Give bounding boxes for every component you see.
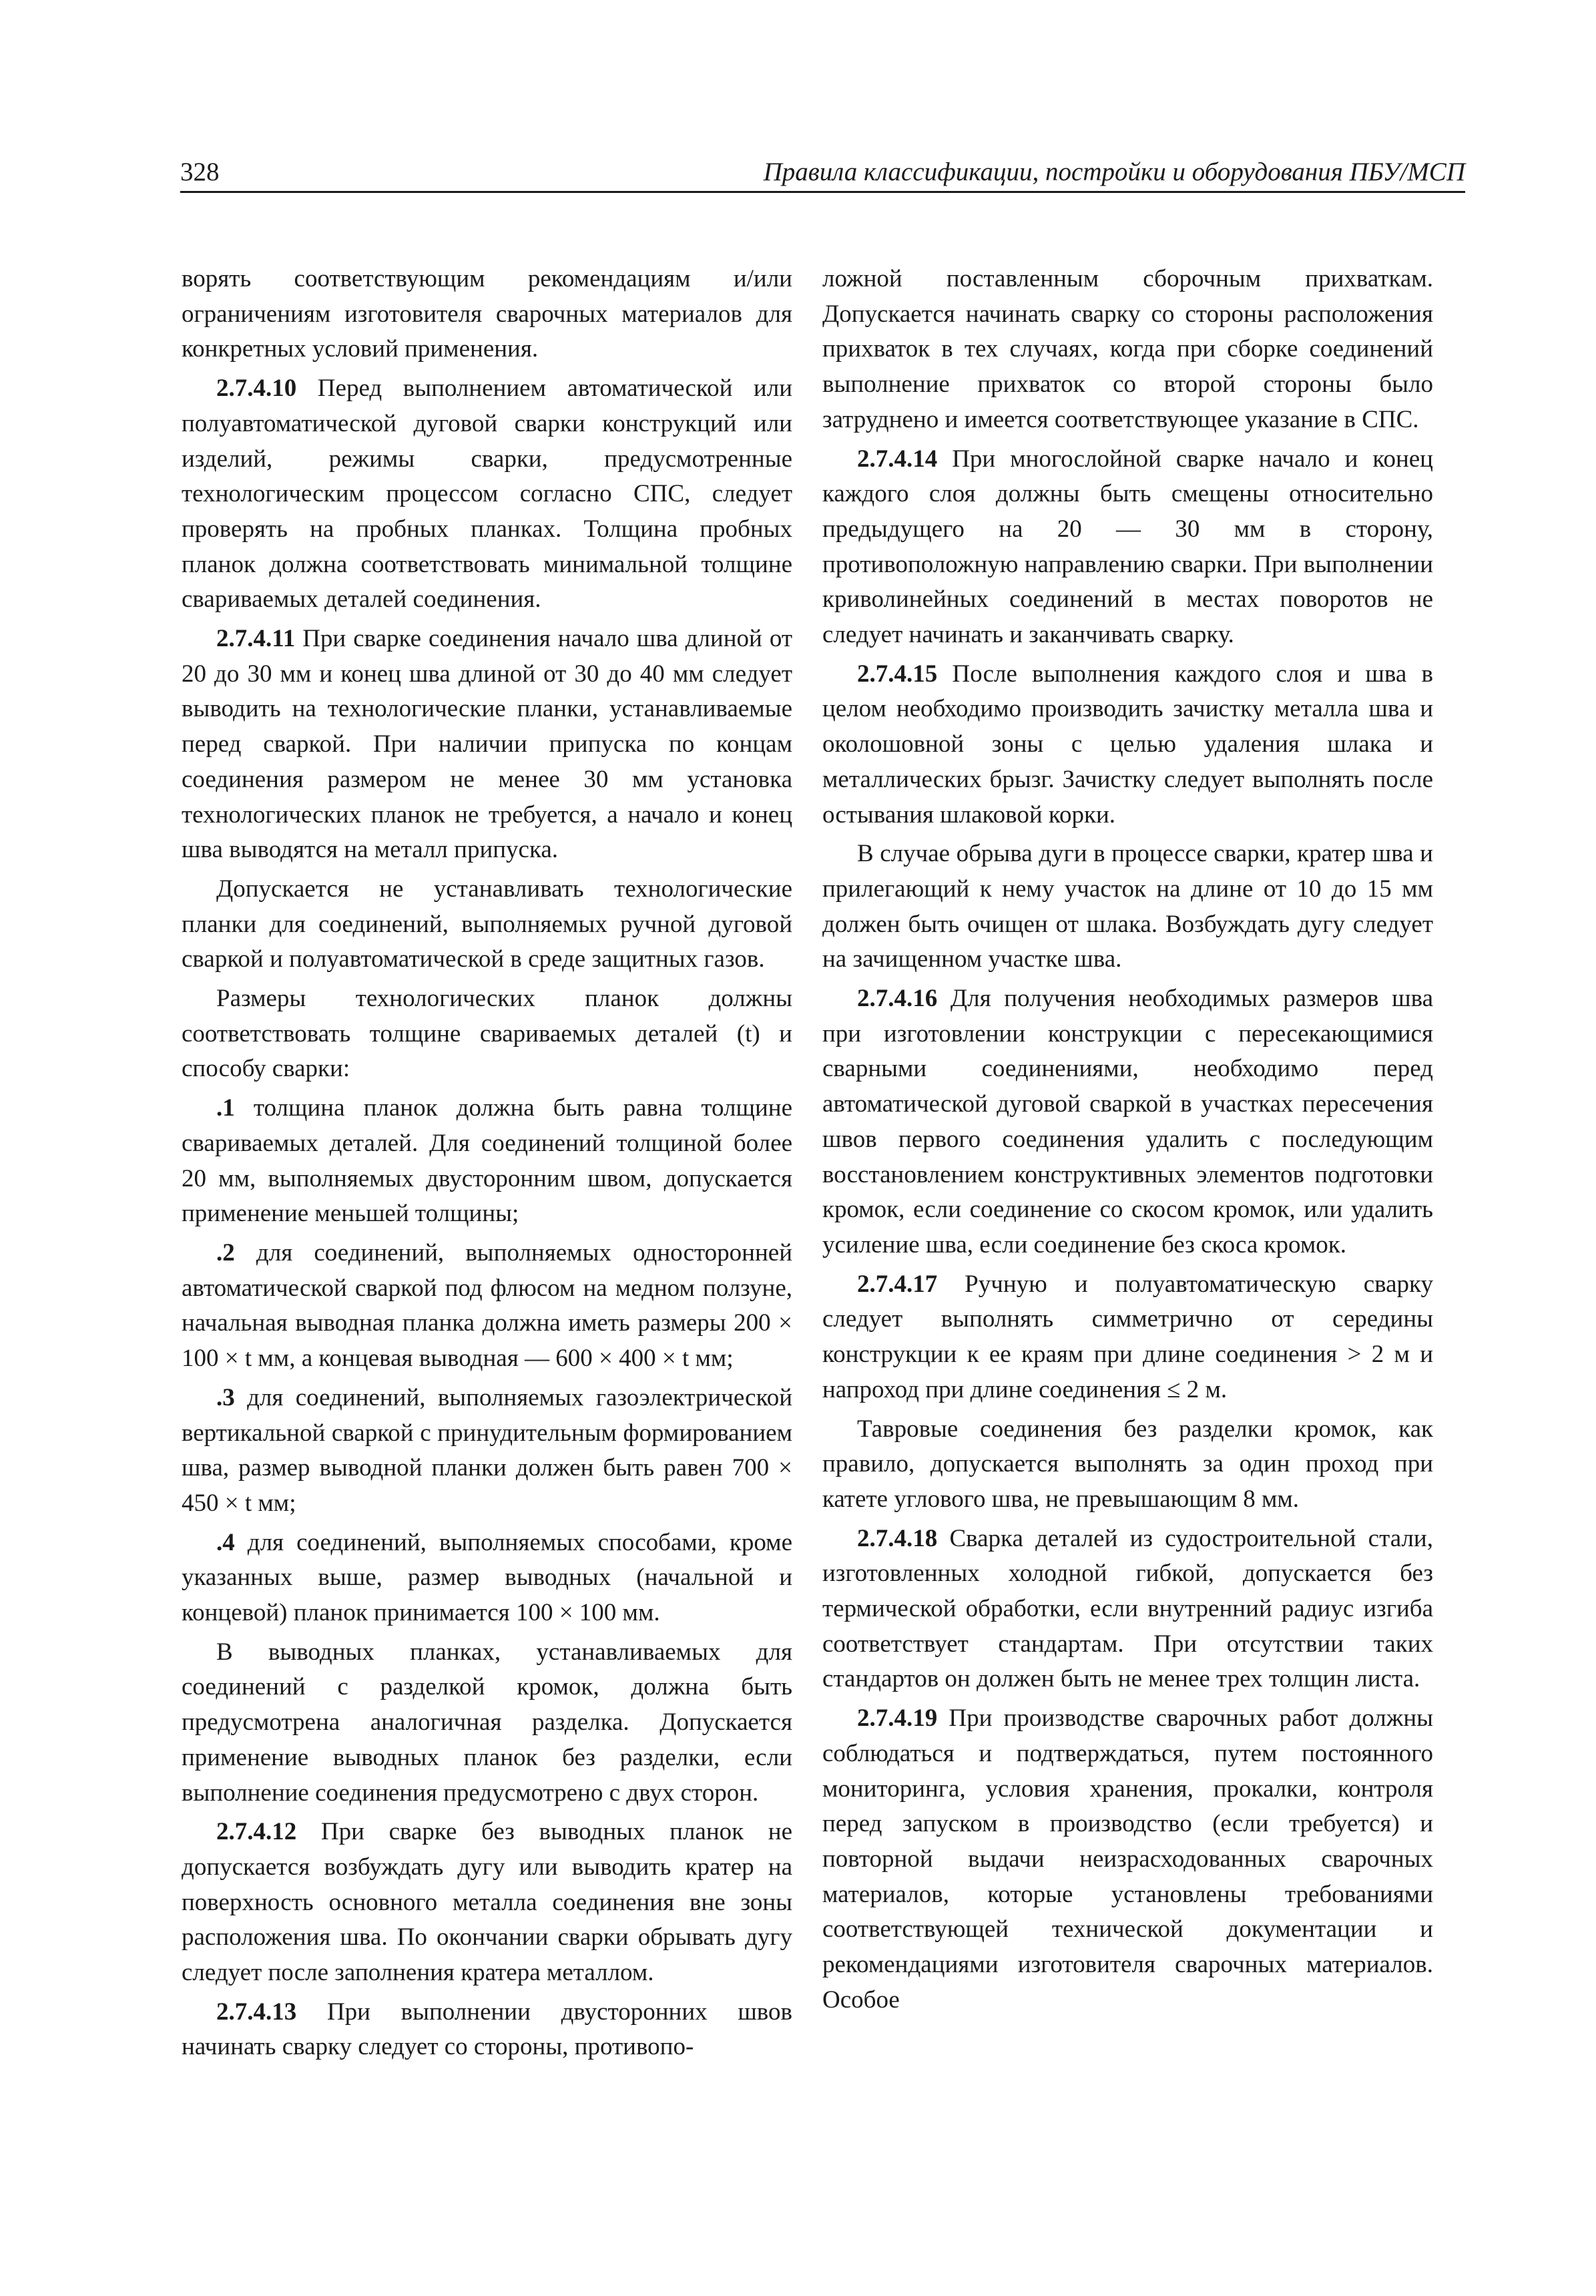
- paragraph: [822, 442, 1433, 653]
- paragraph-text: После выполнения каждого слоя и шва в целом необходимо производить зачистку металла шва и околошовной зоны с целью удаления шлака и металлических брызг. Зачистку следует выполнять после остывания шлаковой корки.: [822, 660, 1433, 829]
- paragraph: [182, 1995, 792, 2065]
- paragraph-text: При сварке соединения начало шва длиной от 20 до 30 мм и конец шва длиной от 30 до 40 мм следует выводить на технологические планки, устанавливаемые перед сваркой. При наличии припуска по концам соединения размером не менее 30 мм установка технологических планок не требуется, а начало и конец шва выводятся на металл припуска.: [182, 625, 792, 864]
- paragraph: [182, 1815, 792, 1991]
- left-column: [182, 262, 792, 2069]
- list-number: .3: [216, 1383, 235, 1411]
- running-title: Правила классификации, постройки и оборудования ПБУ/МСП: [763, 158, 1465, 186]
- paragraph: [822, 837, 1433, 977]
- page-number: 328: [180, 158, 220, 186]
- paragraph-text: При производстве сварочных работ должны соблюдаться и подтверждаться, путем постоянного мониторинга, условия хранения, прокалки, контроля перед запуском в производство (если требуется) и повторной выдачи неизрасходованных сварочных материалов, которые установлены требованиями соответствующей технической документации и рекомендациями изготовителя сварочных материалов. Особое: [822, 1704, 1433, 2014]
- clause-number: 2.7.4.13: [216, 1998, 297, 2026]
- list-number: .4: [216, 1528, 235, 1556]
- clause-number: 2.7.4.14: [857, 445, 938, 473]
- paragraph-text: При многослойной сварке начало и конец каждого слоя должны быть смещены относительно предыдущего на 20 — 30 мм в сторону, противоположную направлению сварки. При выполнении криволинейных соединений в местах поворотов не следует начинать и заканчивать сварку.: [822, 445, 1433, 649]
- list-item: [182, 1381, 792, 1522]
- paragraph-text: Тавровые соединения без разделки кромок, как правило, допускается выполнять за один проход при катете углового шва, не превышающим 8 мм.: [822, 1415, 1433, 1513]
- paragraph-text: Размеры технологических планок должны соответствовать толщине свариваемых деталей (t) и способу сварки:: [182, 985, 792, 1083]
- paragraph: [182, 872, 792, 977]
- clause-number: 2.7.4.15: [857, 660, 938, 688]
- paragraph-text: В случае обрыва дуги в процессе сварки, кратер шва и прилегающий к нему участок на длине от 10 до 15 мм должен быть очищен от шлака. Возбуждать дугу следует на зачищенном участке шва.: [822, 840, 1433, 973]
- list-item: [182, 1236, 792, 1377]
- paragraph-text: В выводных планках, устанавливаемых для соединений с разделкой кромок, должна быть предусмотрена аналогичная разделка. Допускается применение выводных планок без разделки, если выполнение соединения предусмотрено с двух сторон.: [182, 1638, 792, 1807]
- list-item-text: толщина планок должна быть равна толщине свариваемых деталей. Для соединений толщиной более 20 мм, выполняемых двусторонним швом, допускается применение меньшей толщины;: [182, 1094, 792, 1228]
- clause-number: 2.7.4.17: [857, 1270, 938, 1298]
- clause-number: 2.7.4.10: [216, 375, 297, 403]
- paragraph: [182, 371, 792, 618]
- paragraph-text: Ручную и полуавтоматическую сварку следует выполнять симметрично от середины конструкции к ее краям при длине соединения > 2 м и напроход при длине соединения ≤ 2 м.: [822, 1270, 1433, 1403]
- paragraph: [822, 1412, 1433, 1518]
- right-column: [822, 262, 1433, 2022]
- list-item-text: для соединений, выполняемых способами, кроме указанных выше, размер выводных (начальной и концевой) планок принимается 100 × 100 мм.: [182, 1528, 792, 1627]
- paragraph-text: Сварка деталей из судостроительной стали, изготовленных холодной гибкой, допускается без термической обработки, если внутренний радиус изгиба соответствует стандартам. При отсутствии таких стандартов он должен быть не менее трех толщин листа.: [822, 1524, 1433, 1693]
- paragraph-text: При сварке без выводных планок не допускается возбуждать дугу или выводить кратер на поверхность основного металла соединения вне зоны расположения шва. По окончании сварки обрывать дугу следует после заполнения кратера металлом.: [182, 1818, 792, 1987]
- list-item-text: для соединений, выполняемых односторонней автоматической сваркой под флюсом на медном ползуне, начальная выводная планка должна иметь размеры 200 × 100 × t мм, а концевая выводная — 600 × 400 × t мм;: [182, 1238, 792, 1373]
- paragraph-text: Для получения необходимых размеров шва при изготовлении конструкции с пересекающимися сварными соединениями, необходимо перед автоматической дуговой сваркой в участках пересечения швов первого соединения удалить с последующим восстановлением конструктивных элементов подготовки кромок, если соединение со скосом кромок, или удалить усиление шва, если соединение без скоса кромок.: [822, 985, 1433, 1258]
- list-item: [182, 1526, 792, 1631]
- clause-number: 2.7.4.16: [857, 985, 938, 1013]
- paragraph: [822, 1701, 1433, 2018]
- list-number: .2: [216, 1238, 235, 1267]
- clause-number: 2.7.4.12: [216, 1818, 297, 1846]
- paragraph-text: При выполнении двусторонних швов начинать сварку следует со стороны, противопо-: [182, 1998, 792, 2061]
- list-number: .1: [216, 1094, 235, 1122]
- clause-number: 2.7.4.19: [857, 1704, 938, 1733]
- paragraph: [182, 622, 792, 868]
- page-header: [180, 148, 1465, 193]
- paragraph: [822, 262, 1433, 438]
- clause-number: 2.7.4.11: [216, 625, 296, 653]
- list-item: [182, 1091, 792, 1232]
- paragraph: [822, 657, 1433, 833]
- paragraph: [822, 981, 1433, 1263]
- list-item-text: для соединений, выполняемых газоэлектрической вертикальной сваркой с принудительным формированием шва, размер выводной планки должен быть равен 700 × 450 × t мм;: [182, 1383, 792, 1517]
- paragraph-text: ворять соответствующим рекомендациям и/или ограничениям изготовителя сварочных материалов для конкретных условий применения.: [182, 265, 792, 363]
- clause-number: 2.7.4.18: [857, 1524, 938, 1552]
- paragraph: [822, 1522, 1433, 1698]
- paragraph: [182, 981, 792, 1087]
- paragraph: [822, 1267, 1433, 1408]
- paragraph-text: Допускается не устанавливать технологические планки для соединений, выполняемых ручной дуговой сваркой и полуавтоматической в среде защитных газов.: [182, 875, 792, 973]
- paragraph-text: ложной поставленным сборочным прихваткам. Допускается начинать сварку со стороны расположения прихваток в тех случаях, когда при сборке соединений выполнение прихваток со второй стороны было затруднено и имеется соответствующее указание в СПС.: [822, 265, 1433, 433]
- paragraph: [182, 1635, 792, 1811]
- paragraph: [182, 262, 792, 367]
- paragraph-text: Перед выполнением автоматической или полуавтоматической дуговой сварки конструкций или изделий, режимы сварки, предусмотренные технологическим процессом согласно СПС, следует проверять на пробных планках. Толщина пробных планок должна соответствовать минимальной толщине свариваемых деталей соединения.: [182, 375, 792, 614]
